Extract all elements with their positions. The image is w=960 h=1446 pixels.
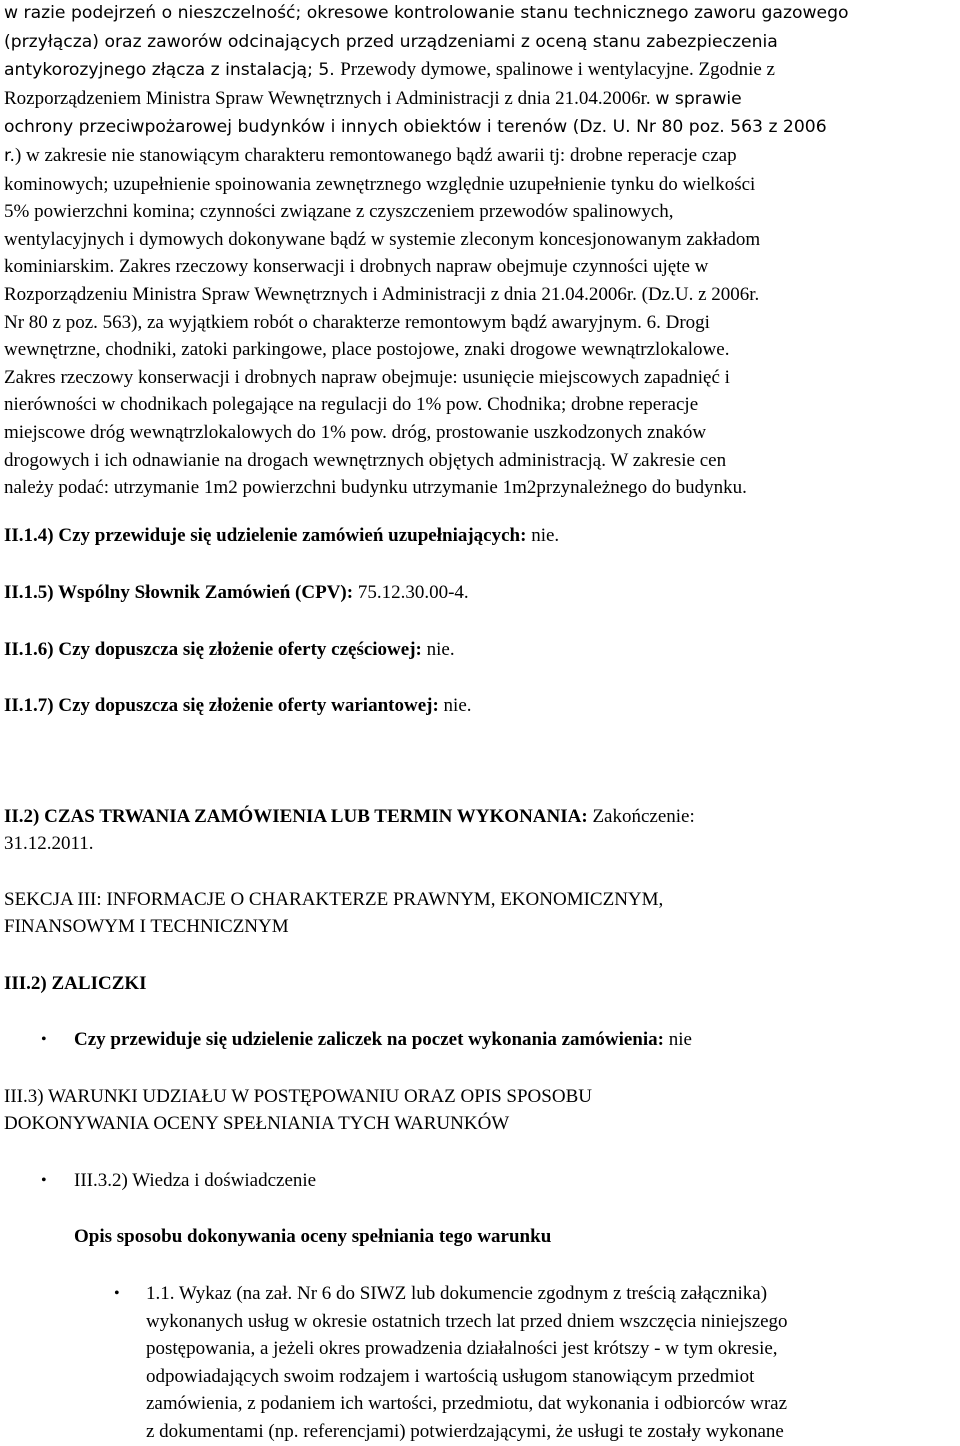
- text-run: w sprawie: [655, 88, 742, 109]
- section-III-heading-line1: SEKCJA III: INFORMACJE O CHARAKTERZE PRAWNYM, EKONOMICZNYM,: [4, 889, 664, 910]
- section-label: II.1.5) Wspólny Słownik Zamówień (CPV):: [4, 582, 354, 603]
- text-run: kominowych; uzupełnienie spoinowania zewnętrznego względnie uzupełnienie tynku do wielkości: [4, 173, 756, 195]
- text-run: (przyłącza) oraz zaworów odcinających przed urządzeniami z oceną stanu zabezpieczenia: [4, 31, 778, 52]
- wykaz-line: zamówienia, z podaniem ich wartości, przedmiotu, dat wykonania i odbiorców wraz: [146, 1393, 788, 1415]
- text-run: drogowych i ich odnawianie na drogach wewnętrznych objętych administracją. W zakresie cen: [4, 449, 727, 471]
- section-label: II.2) CZAS TRWANIA ZAMÓWIENIA LUB TERMIN WYKONANIA:: [4, 806, 588, 827]
- intro-line: [4, 142, 960, 171]
- wykaz-line: 1.1. Wykaz (na zał. Nr 6 do SIWZ lub dokumencie zgodnym z treścią załącznika): [146, 1283, 768, 1304]
- zaliczki-item: [74, 1026, 692, 1053]
- wykaz-line: wykonanych usług w okresie ostatnich trzech lat przed dniem wszczęcia niniejszego: [146, 1310, 788, 1332]
- section-II-2: [4, 803, 695, 830]
- text-run: ) w zakresie nie stanowiącym charakteru remontowanego bądź awarii tj: drobne reperacje czap: [14, 144, 737, 166]
- item-label: Czy przewiduje się udzielenie zaliczek na poczet wykonania zamówienia:: [74, 1029, 664, 1050]
- section-II-1-5: [4, 579, 469, 606]
- section-label: II.1.4) Czy przewiduje się udzielenie zamówień uzupełniających:: [4, 525, 527, 546]
- section-value: nie.: [421, 639, 455, 660]
- text-run: Przewody dymowe, spalinowe i wentylacyjne. Zgodnie z: [340, 59, 775, 81]
- intro-line: [4, 336, 960, 364]
- text-run: Rozporządzeniu Ministra Spraw Wewnętrznych i Administracji z dnia 21.04.2006r. (Dz.U. z 2006r.: [4, 283, 760, 305]
- section-value: 75.12.30.00-4.: [353, 582, 469, 603]
- text-run: w razie podejrzeń o nieszczelność; okresowe kontrolowanie stanu technicznego zaworu gazowego: [4, 3, 849, 23]
- intro-line: [4, 171, 960, 199]
- intro-line: [4, 113, 960, 142]
- intro-line: [4, 309, 960, 337]
- text-run: antykorozyjnego złącza z instalacją; 5.: [4, 60, 341, 81]
- text-run: 5% powierzchni komina; czynności związane z czyszczeniem przewodów spalinowych,: [4, 201, 674, 223]
- text-run: należy podać: utrzymanie 1m2 powierzchni budynku utrzymanie 1m2przynależnego do budynku.: [4, 477, 747, 499]
- wykaz-line: postępowania, a jeżeli okres prowadzenia działalności jest krótszy - w tym okresie,: [146, 1338, 778, 1360]
- intro-line: [4, 56, 960, 85]
- text-run: Rozporządzeniem Ministra Spraw Wewnętrznych i Administracji z dnia 21.04.2006r.: [4, 87, 656, 109]
- section-II-1-4: [4, 522, 559, 549]
- text-run: Zakres rzeczowy konserwacji i drobnych napraw obejmuje: usunięcie miejscowych zapadnięć i: [4, 366, 730, 388]
- text-run: Nr 80 z poz. 563), za wyjątkiem robót o charakterze remontowym bądź awaryjnym. 6. Drogi: [4, 311, 710, 333]
- section-III-3-heading-line2: DOKONYWANIA OCENY SPEŁNIANIA TYCH WARUNKÓW: [4, 1113, 510, 1134]
- section-value: nie.: [438, 695, 472, 716]
- item-value: nie: [663, 1029, 692, 1050]
- section-II-2-date: 31.12.2011.: [4, 833, 94, 854]
- intro-line: [4, 281, 960, 309]
- intro-line: [4, 28, 960, 57]
- intro-line: [4, 447, 960, 475]
- text-run: wewnętrzne, chodniki, zatoki parkingowe, place postojowe, znaki drogowe wewnątrzlokalowe.: [4, 339, 730, 361]
- section-III-2-heading: III.2) ZALICZKI: [4, 973, 147, 994]
- opis-sposobu-heading: Opis sposobu dokonywania oceny spełniania tego warunku: [74, 1226, 552, 1247]
- section-label: II.1.6) Czy dopuszcza się złożenie oferty częściowej:: [4, 639, 422, 660]
- intro-line: [4, 85, 960, 114]
- intro-line: [4, 0, 960, 28]
- section-II-1-7: [4, 692, 472, 719]
- text-run: nierówności w chodnikach polegające na regulacji do 1% pow. Chodnika; drobne reperacje: [4, 394, 699, 416]
- section-label: II.1.7) Czy dopuszcza się złożenie oferty wariantowej:: [4, 695, 439, 716]
- text-run: r.: [4, 145, 15, 166]
- section-III-3-heading-line1: III.3) WARUNKI UDZIAŁU W POSTĘPOWANIU ORAZ OPIS SPOSOBU: [4, 1086, 592, 1107]
- text-run: wentylacyjnych i dymowych dokonywane bądź w systemie zleconym koncesjonowanym zakładom: [4, 228, 761, 250]
- intro-line: [4, 364, 960, 392]
- wykaz-line: odpowiadających swoim rodzajem i wartością usługom stanowiącym przedmiot: [146, 1365, 755, 1387]
- section-value: Zakończenie:: [587, 806, 695, 827]
- wykaz-item: [146, 1280, 960, 1446]
- intro-line: [4, 474, 960, 502]
- wykaz-line: z dokumentami (np. referencjami) potwierdzającymi, że usługi te zostały wykonane: [146, 1420, 784, 1442]
- section-III-3-2-heading: III.3.2) Wiedza i doświadczenie: [74, 1170, 317, 1191]
- section-value: nie.: [526, 525, 560, 546]
- intro-line: [4, 419, 960, 447]
- text-run: miejscowe dróg wewnątrzlokalowych do 1% pow. dróg, prostowanie uszkodzonych znaków: [4, 421, 707, 443]
- intro-line: [4, 253, 960, 281]
- bullet-marker: •: [41, 1172, 47, 1189]
- intro-line: [4, 198, 960, 226]
- text-run: kominiarskim. Zakres rzeczowy konserwacji i drobnych napraw obejmuje czynności ujęte w: [4, 256, 709, 278]
- intro-line: [4, 391, 960, 419]
- section-III-heading-line2: FINANSOWYM I TECHNICZNYM: [4, 916, 289, 937]
- section-II-1-6: [4, 636, 455, 663]
- intro-line: [4, 226, 960, 254]
- intro-paragraph: [4, 0, 960, 502]
- bullet-marker: •: [114, 1285, 120, 1302]
- bullet-marker: •: [41, 1031, 47, 1048]
- text-run: ochrony przeciwpożarowej budynków i innych obiektów i terenów (Dz. U. Nr 80 poz. 563 z 2006: [4, 117, 827, 138]
